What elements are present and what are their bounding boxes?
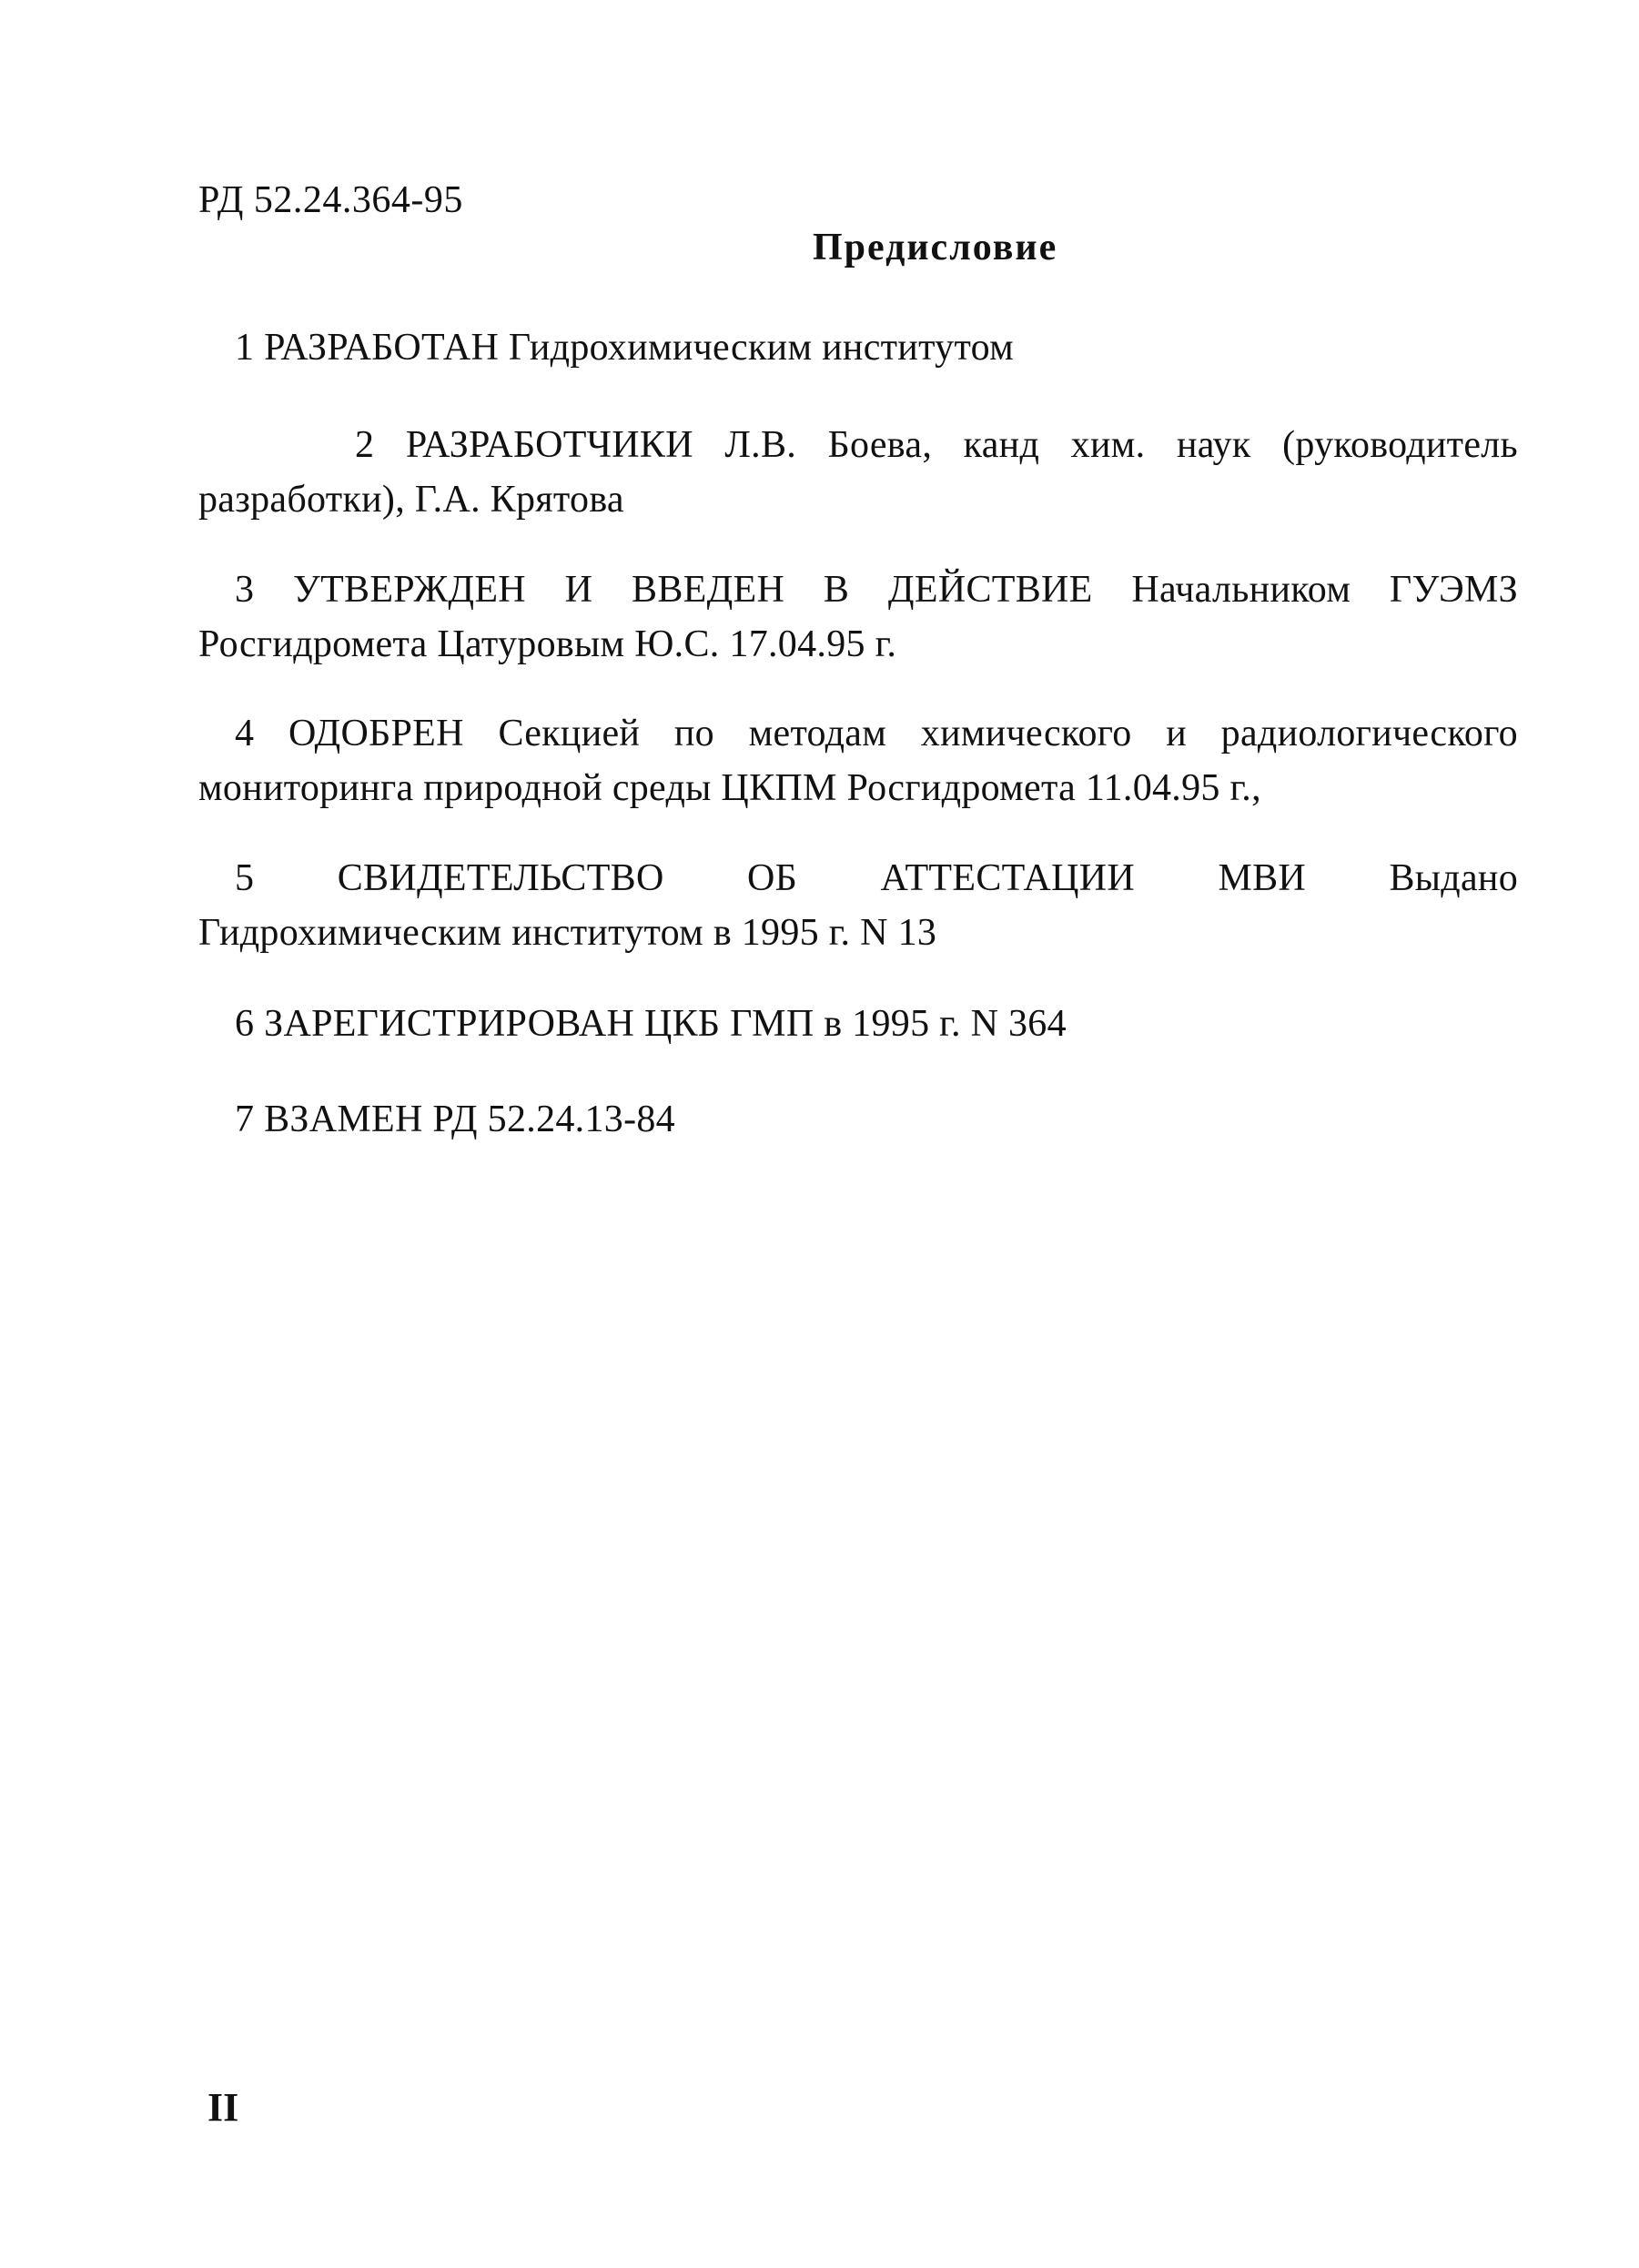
preface-item-2-line2: разработки), Г.А. Крятова (198, 479, 624, 521)
preface-item-1-line1: 1 РАЗРАБОТАН Гидрохимическим институтом (235, 327, 1014, 369)
section-title: Предисловие (813, 227, 1058, 268)
preface-item-6-line1: 6 ЗАРЕГИСТРИРОВАН ЦКБ ГМП в 1995 г. N 364 (235, 1003, 1067, 1045)
preface-item-7-line1: 7 ВЗАМЕН РД 52.24.13-84 (235, 1099, 675, 1140)
preface-item-5-line1: 5 СВИДЕТЕЛЬСТВО ОБ АТТЕСТАЦИИ МВИ Выдано (235, 857, 1518, 899)
preface-item-1 (235, 320, 1418, 375)
document-code: РД 52.24.364-95 (198, 179, 463, 221)
preface-item-5-line2: Гидрохимическим институтом в 1995 г. N 13 (198, 912, 937, 954)
preface-item-4 (198, 706, 1518, 815)
preface-item-7 (235, 1092, 1418, 1147)
preface-item-2-line1: 2 РАЗРАБОТЧИКИ Л.В. Боева, канд хим. наук (руководитель (355, 424, 1518, 466)
preface-item-3-line1: 3 УТВЕРЖДЕН И ВВЕДЕН В ДЕЙСТВИЕ Начальником ГУЭМЗ (235, 569, 1518, 611)
page-number: II (207, 2085, 239, 2130)
preface-item-5 (198, 851, 1518, 960)
preface-item-3-line2: Росгидромета Цатуровым Ю.С. 17.04.95 г. (198, 623, 897, 665)
preface-item-4-line1: 4 ОДОБРЕН Секцией по методам химического и радиологического (235, 713, 1518, 754)
preface-item-2 (198, 418, 1518, 527)
preface-item-4-line2: мониторинга природной среды ЦКПМ Росгидромета 11.04.95 г., (198, 767, 1261, 809)
preface-item-6 (235, 997, 1418, 1051)
preface-item-3 (198, 562, 1518, 672)
